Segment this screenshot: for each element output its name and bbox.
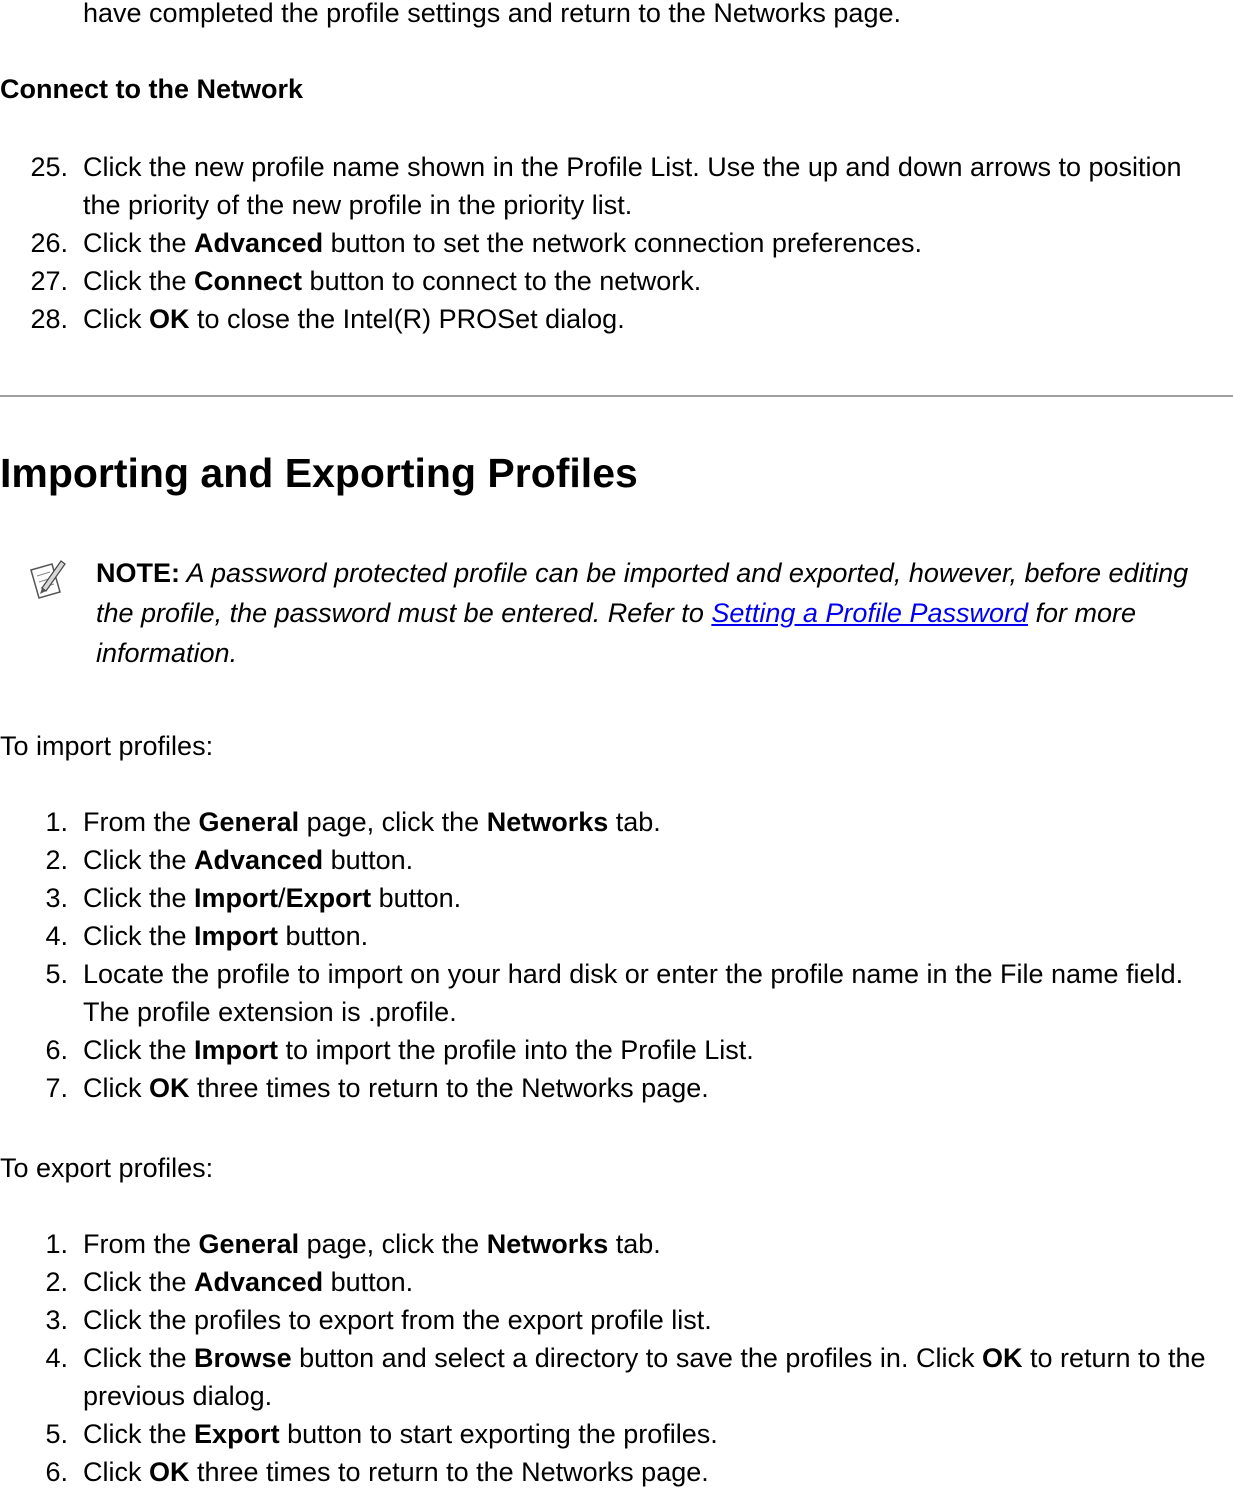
import-intro: To import profiles: [0,731,214,761]
step-text: Click the [83,1267,195,1297]
step-text: page, click the [299,807,487,837]
list-item-number: 2. [45,1267,68,1297]
list-item-number: 5. [45,1419,68,1449]
horizontal-divider [0,395,1233,397]
bold-term: Export [194,1419,280,1449]
bold-term: Import [194,883,279,913]
connect-steps-list [0,148,1213,338]
list-item [0,1031,1213,1069]
step-text: Click the [83,228,195,258]
export-intro: To export profiles: [0,1153,214,1183]
bold-term: General [198,1229,300,1259]
step-text: button. [278,921,369,951]
list-item [0,1069,1213,1107]
step-text: Click the [83,845,195,875]
step-text: Click the [83,921,195,951]
step-text: From the [83,807,199,837]
step-text: button to start exporting the profiles. [279,1419,718,1449]
list-item-number: 4. [45,1343,68,1373]
bold-term: Export [285,883,372,913]
step-text: Click the [83,1035,195,1065]
step-text: Click [83,1457,149,1487]
bold-term: Import [194,921,279,951]
continued-step-text: have completed the profile settings and return to the Networks page. [83,0,901,28]
export-steps-list [0,1225,1213,1491]
list-item [0,917,1213,955]
step-text: three times to return to the Networks page. [189,1457,709,1487]
bold-term: OK [149,304,190,334]
step-text: button. [323,845,414,875]
bold-term: OK [149,1457,190,1487]
step-text: button to set the network connection preferences. [323,228,922,258]
note-text-before: A password protected profile can be imported and exported, however, before editing the profile, the password must be entered. Refer to [96,558,1189,628]
step-text: button to connect to the network. [302,266,702,296]
note-callout [96,553,1196,673]
list-item [0,1453,1213,1491]
step-text: button and select a directory to save the profiles in. Click [291,1343,982,1373]
step-text: page, click the [299,1229,487,1259]
list-item [0,1263,1213,1301]
step-text: Click the [83,883,195,913]
bold-term: Networks [486,807,609,837]
page-heading: Importing and Exporting Profiles [0,450,638,496]
step-text: to close the Intel(R) PROSet dialog. [189,304,625,334]
list-item-number: 2. [45,845,68,875]
step-text: / [278,883,286,913]
list-item [0,148,1213,224]
list-item [0,879,1213,917]
bold-term: Advanced [194,845,324,875]
list-item [0,224,1213,262]
list-item-number: 25. [30,152,68,182]
note-label: NOTE: [96,558,180,588]
import-steps-list [0,803,1213,1107]
list-item-number: 6. [45,1035,68,1065]
list-item [0,262,1213,300]
list-item [0,300,1213,338]
list-item-number: 27. [30,266,68,296]
list-item [0,803,1213,841]
step-text: tab. [608,807,661,837]
step-text: Click the profiles to export from the export profile list. [83,1305,712,1335]
bold-term: Connect [194,266,303,296]
section-title-connect: Connect to the Network [0,74,304,104]
step-text: to import the profile into the Profile List. [278,1035,754,1065]
list-item [0,1301,1213,1339]
list-item [0,841,1213,879]
bold-term: OK [981,1343,1023,1373]
list-item-number: 26. [30,228,68,258]
step-text: three times to return to the Networks page. [189,1073,709,1103]
step-text: button. [371,883,462,913]
step-text: Click the [83,1343,195,1373]
list-item [0,1339,1213,1415]
setting-profile-password-link[interactable]: Setting a Profile Password [711,598,1029,628]
list-item [0,1225,1213,1263]
bold-term: Networks [486,1229,609,1259]
step-text: Locate the profile to import on your hard disk or enter the profile name in the File name field. The profile extension is .profile. [83,959,1184,1027]
list-item-number: 6. [45,1457,68,1487]
bold-term: Browse [194,1343,292,1373]
bold-term: Advanced [194,228,324,258]
bold-term: General [198,807,300,837]
step-text: Click the new profile name shown in the Profile List. Use the up and down arrows to position the priority of the new profile in the priority list. [83,152,1182,220]
step-text: tab. [608,1229,661,1259]
step-text: Click the [83,1419,195,1449]
list-item-number: 1. [45,807,68,837]
list-item-number: 28. [30,304,68,334]
bold-term: Advanced [194,1267,324,1297]
list-item-number: 4. [45,921,68,951]
list-item-number: 5. [45,959,68,989]
list-item-number: 3. [45,883,68,913]
note-pencil-icon [28,558,66,600]
bold-term: Import [194,1035,279,1065]
list-item-number: 7. [45,1073,68,1103]
bold-term: OK [149,1073,190,1103]
step-text: Click [83,1073,149,1103]
step-text: Click the [83,266,195,296]
list-item-number: 3. [45,1305,68,1335]
list-item [0,1415,1213,1453]
step-text: Click [83,304,149,334]
step-text: button. [323,1267,414,1297]
step-text: to return to the previous dialog. [83,1343,1206,1411]
step-text: From the [83,1229,199,1259]
list-item [0,955,1213,1031]
note-text-after: for more information. [96,598,1137,668]
list-item-number: 1. [45,1229,68,1259]
